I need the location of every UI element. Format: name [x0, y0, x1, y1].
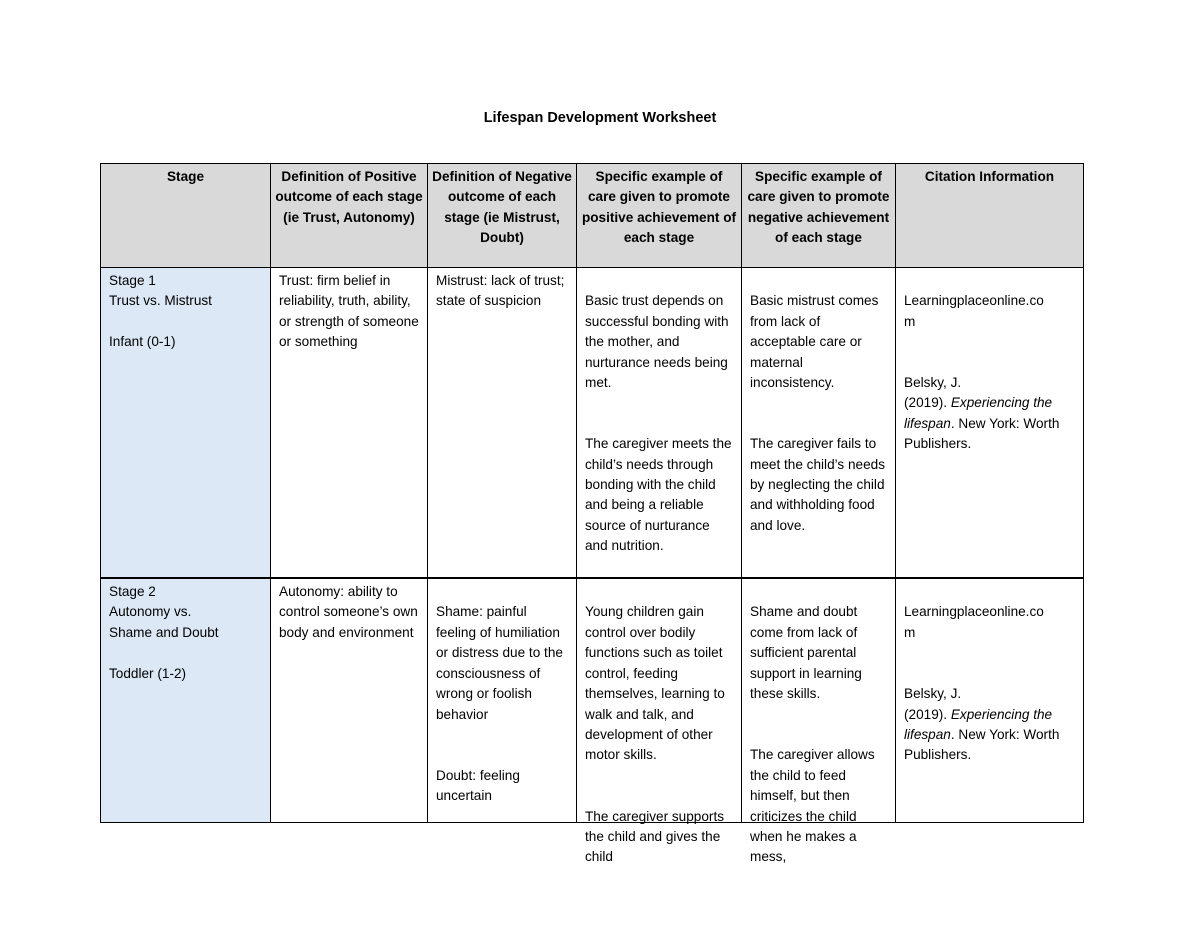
- negative-example-cell: [742, 268, 896, 579]
- negative-definition-cell: [428, 268, 577, 579]
- positive-example-paragraph: Basic trust depends on successful bonding with the mother, and nurturance needs being met.: [585, 293, 729, 391]
- citation-author: Belsky, J.: [904, 686, 962, 702]
- header-positive-example: Specific example of care given to promote positive achievement of each stage: [577, 164, 742, 268]
- negative-example-paragraph: The caregiver allows the child to feed himself, but then criticizes the child when he makes a mess,: [750, 747, 875, 865]
- positive-definition-text: Trust: firm belief in reliability, truth, ability, or strength of someone or something: [279, 273, 419, 350]
- citation-publisher: . New York: Worth Publishers.: [904, 415, 1060, 452]
- citation-reference: [904, 684, 1077, 766]
- citation-website: Learningplaceonline.co m: [904, 293, 1044, 329]
- negative-definition-cell: [428, 578, 577, 823]
- citation-cell: [896, 578, 1084, 823]
- citation-cell: [896, 268, 1084, 579]
- negative-example-paragraph: The caregiver fails to meet the child’s needs by neglecting the child and withholding food and love.: [750, 436, 886, 533]
- citation-book-title: Experiencing the lifespan: [904, 706, 1053, 742]
- header-negative-example: Specific example of care given to promote negative achievement of each stage: [742, 164, 896, 268]
- stage-text: Stage 1 Trust vs. Mistrust Infant (0-1): [109, 273, 212, 350]
- header-stage: Stage: [101, 164, 271, 268]
- page-title: Lifespan Development Worksheet: [483, 110, 717, 126]
- table-row: [101, 268, 1084, 579]
- negative-example-paragraph: Shame and doubt come from lack of sufficient parental support in learning these skills.: [750, 604, 862, 702]
- worksheet-table: [100, 163, 1084, 865]
- header-negative-definition: Definition of Negative outcome of each stage (ie Mistrust, Doubt): [428, 164, 577, 268]
- negative-example-cell: [742, 578, 896, 865]
- negative-definition-paragraph: Shame: painful feeling of humiliation or distress due to the consciousness of wrong or foolish behavior: [436, 604, 563, 722]
- negative-example-paragraph: Basic mistrust comes from lack of acceptable care or maternal inconsistency.: [750, 293, 879, 391]
- citation-year: (2019).: [904, 395, 951, 411]
- stage-cell: [101, 268, 271, 579]
- citation-website: Learningplaceonline.co m: [904, 604, 1044, 640]
- positive-definition-cell: [271, 578, 428, 823]
- citation-book-title: Experiencing the lifespan: [904, 395, 1053, 431]
- header-citation: Citation Information: [896, 164, 1084, 268]
- positive-example-paragraph: The caregiver meets the child’s needs through bonding with the child and being a reliable source of nurturance and nutrition.: [585, 436, 732, 554]
- positive-example-cell: [577, 268, 742, 579]
- citation-author: Belsky, J.: [904, 375, 962, 391]
- table-row: [101, 578, 1084, 823]
- positive-example-paragraph: Young children gain control over bodily functions such as toilet control, feeding themselves, learning to walk and talk, and development of other motor skills.: [585, 604, 725, 763]
- header-row: [101, 164, 1084, 268]
- negative-definition-text: Mistrust: lack of trust; state of suspicion: [436, 273, 565, 309]
- header-positive-definition: Definition of Positive outcome of each stage (ie Trust, Autonomy): [271, 164, 428, 268]
- stage-text: Stage 2 Autonomy vs. Shame and Doubt Toddler (1-2): [109, 584, 219, 681]
- citation-year: (2019).: [904, 706, 951, 722]
- positive-example-cell: [577, 578, 742, 865]
- positive-example-paragraph: The caregiver supports the child and gives the child: [585, 808, 725, 865]
- positive-definition-cell: [271, 268, 428, 579]
- citation-reference: [904, 373, 1077, 455]
- citation-publisher: . New York: Worth Publishers.: [904, 726, 1060, 763]
- negative-definition-paragraph: Doubt: feeling uncertain: [436, 767, 520, 804]
- stage-cell: [101, 578, 271, 823]
- positive-definition-text: Autonomy: ability to control someone’s own body and environment: [279, 584, 418, 640]
